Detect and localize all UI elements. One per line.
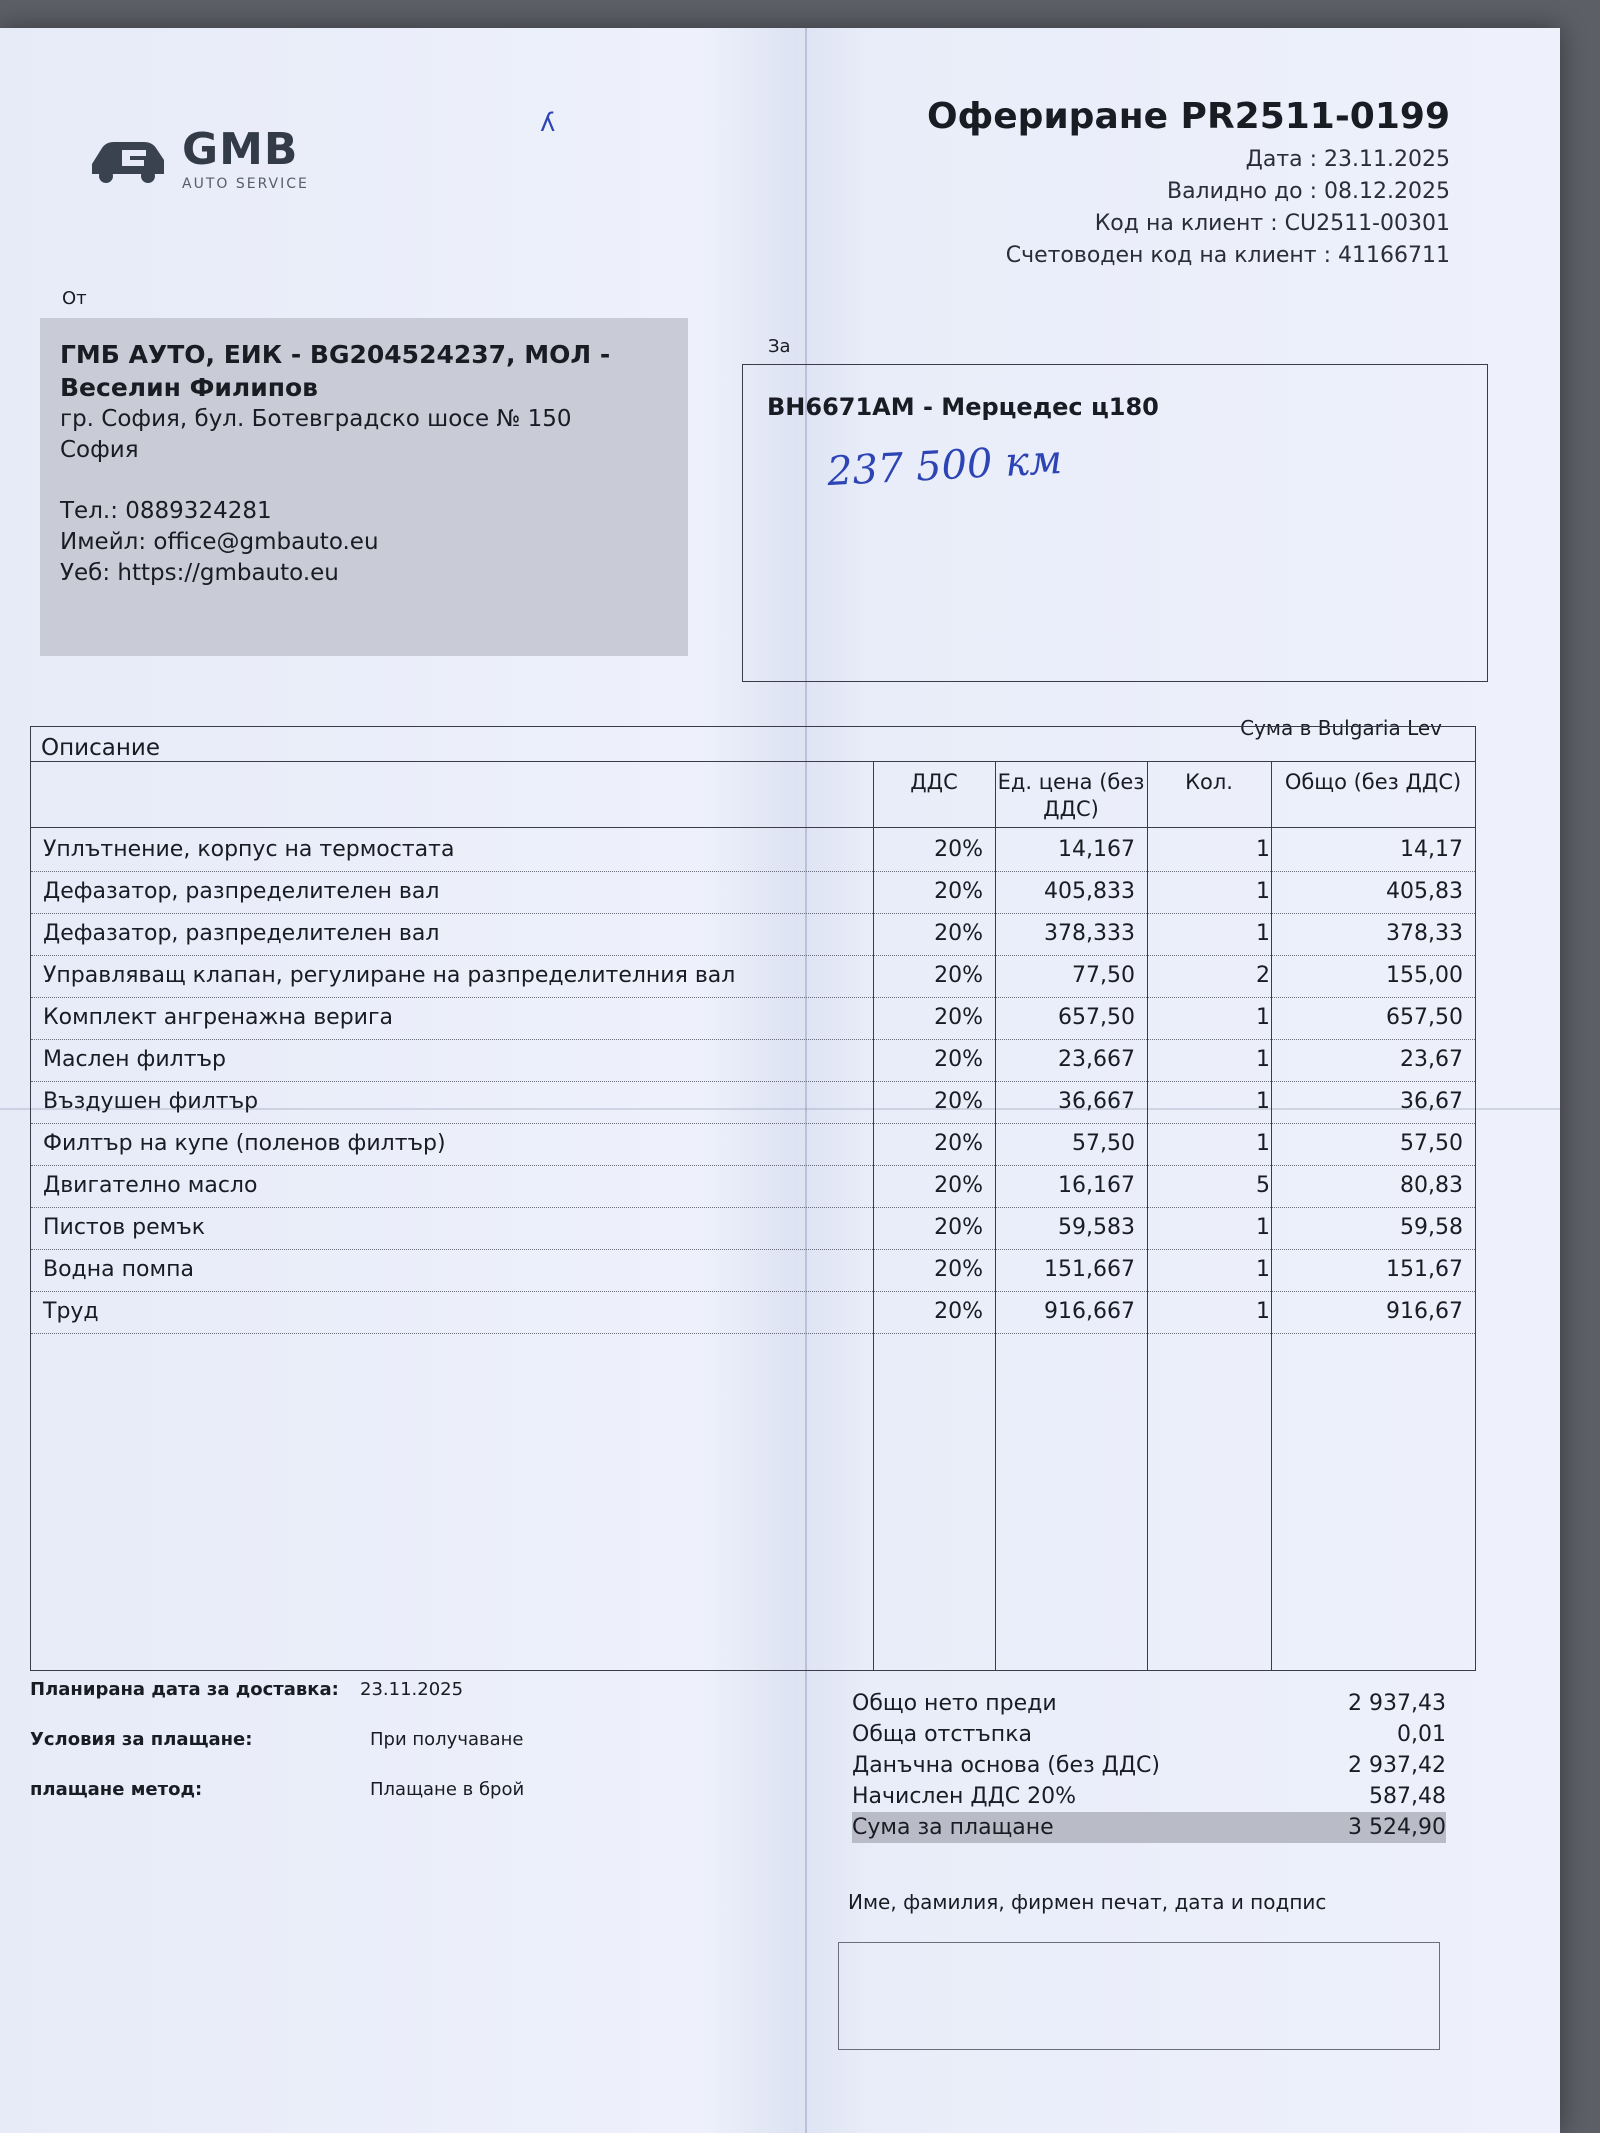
amount-due-row <box>852 1812 1446 1843</box>
item-unit-price: 657,50 <box>1058 1005 1135 1030</box>
item-qty: 1 <box>1256 1299 1270 1324</box>
item-unit-price: 36,667 <box>1058 1089 1135 1114</box>
totals-block <box>852 1688 1446 1843</box>
item-vat: 20% <box>934 1131 983 1156</box>
table-row <box>31 1165 1475 1208</box>
total-value: 2 937,42 <box>1348 1753 1446 1778</box>
table-row <box>31 955 1475 998</box>
recipient-box <box>742 364 1488 682</box>
item-vat: 20% <box>934 837 983 862</box>
item-description: Дефазатор, разпределителен вал <box>43 879 440 904</box>
to-label: За <box>768 336 791 357</box>
item-vat: 20% <box>934 1173 983 1198</box>
item-unit-price: 378,333 <box>1044 921 1135 946</box>
items-table <box>30 726 1476 1671</box>
item-qty: 1 <box>1256 1257 1270 1282</box>
item-unit-price: 16,167 <box>1058 1173 1135 1198</box>
total-value: 0,01 <box>1397 1722 1446 1747</box>
total-label: Обща отстъпка <box>852 1722 1032 1747</box>
total-label: Общо нето преди <box>852 1691 1057 1716</box>
vehicle-info: BH6671AM - Мерцедес ц180 <box>767 393 1159 421</box>
item-qty: 1 <box>1256 879 1270 904</box>
table-row <box>31 1081 1475 1124</box>
from-label: От <box>62 288 87 309</box>
total-label: Начислен ДДС 20% <box>852 1784 1077 1809</box>
quote-document <box>0 28 1560 2133</box>
document-title: Офериране PR2511-0199 <box>926 96 1450 137</box>
tax-base-row <box>852 1750 1446 1781</box>
item-vat: 20% <box>934 1257 983 1282</box>
item-unit-price: 77,50 <box>1072 963 1135 988</box>
table-row <box>31 997 1475 1040</box>
currency-note: Сума в Bulgaria Lev <box>1240 716 1442 740</box>
item-qty: 5 <box>1256 1173 1270 1198</box>
table-row <box>31 1123 1475 1166</box>
item-total: 916,67 <box>1386 1299 1463 1324</box>
item-unit-price: 23,667 <box>1058 1047 1135 1072</box>
item-total: 657,50 <box>1386 1005 1463 1030</box>
table-row <box>31 829 1475 872</box>
vat-row <box>852 1781 1446 1812</box>
item-qty: 1 <box>1256 1005 1270 1030</box>
terms-block <box>30 1676 524 1826</box>
header-unit-price: Ед. цена (без ДДС) <box>997 770 1145 821</box>
discount-row <box>852 1719 1446 1750</box>
signature-label: Име, фамилия, фирмен печат, дата и подпис <box>848 1890 1327 1914</box>
item-description: Дефазатор, разпределителен вал <box>43 921 440 946</box>
sender-phone: Тел.: 0889324281 <box>60 498 272 524</box>
item-unit-price: 14,167 <box>1058 837 1135 862</box>
sender-address-line1: гр. София, бул. Ботевградско шосе № 150 <box>60 406 572 432</box>
item-qty: 1 <box>1256 1047 1270 1072</box>
item-qty: 1 <box>1256 1131 1270 1156</box>
sender-web: Уеб: https://gmbauto.eu <box>60 560 339 586</box>
item-total: 151,67 <box>1386 1257 1463 1282</box>
item-description: Комплект ангренажна верига <box>43 1005 394 1030</box>
company-logo <box>88 124 309 192</box>
item-description: Въздушен филтър <box>43 1089 259 1114</box>
total-value: 587,48 <box>1369 1784 1446 1809</box>
item-total: 405,83 <box>1386 879 1463 904</box>
total-value: 2 937,43 <box>1348 1691 1446 1716</box>
header-total: Общо (без ДДС) <box>1284 770 1462 794</box>
item-description: Труд <box>43 1299 99 1324</box>
sender-address-line2: София <box>60 437 139 463</box>
sender-name: ГМБ АУТО, ЕИК - BG204524237, МОЛ - Веселин Филипов <box>60 340 611 402</box>
item-description: Маслен филтър <box>43 1047 227 1072</box>
item-qty: 1 <box>1256 837 1270 862</box>
table-row <box>31 1039 1475 1082</box>
document-meta <box>1006 144 1450 272</box>
item-total: 59,58 <box>1400 1215 1463 1240</box>
item-total: 57,50 <box>1400 1131 1463 1156</box>
delivery-date-value: 23.11.2025 <box>360 1679 464 1700</box>
item-vat: 20% <box>934 879 983 904</box>
sender-email: Имейл: office@gmbauto.eu <box>60 529 379 555</box>
item-description: Филтър на купе (поленов филтър) <box>43 1131 446 1156</box>
logo-subtitle: AUTO SERVICE <box>182 176 309 192</box>
item-total: 80,83 <box>1400 1173 1463 1198</box>
signature-box <box>838 1942 1440 2050</box>
item-description: Водна помпа <box>43 1257 194 1282</box>
item-total: 378,33 <box>1386 921 1463 946</box>
total-value: 3 524,90 <box>1348 1815 1446 1840</box>
item-unit-price: 916,667 <box>1044 1299 1135 1324</box>
item-unit-price: 405,833 <box>1044 879 1135 904</box>
header-qty: Кол. <box>1185 770 1233 794</box>
header-vat: ДДС <box>910 770 958 794</box>
item-description: Пистов ремък <box>43 1215 206 1240</box>
item-total: 23,67 <box>1400 1047 1463 1072</box>
payment-terms-label: Условия за плащане: <box>30 1729 253 1750</box>
payment-method-label: плащане метод: <box>30 1779 203 1800</box>
header-description: Описание <box>41 735 160 761</box>
table-row <box>31 1249 1475 1292</box>
total-net-row <box>852 1688 1446 1719</box>
table-row <box>31 1207 1475 1250</box>
item-qty: 1 <box>1256 921 1270 946</box>
delivery-date-label: Планирана дата за доставка: <box>30 1679 339 1700</box>
table-row <box>31 1291 1475 1334</box>
valid-until: Валидно до : 08.12.2025 <box>1166 179 1450 204</box>
sender-box <box>40 318 688 656</box>
item-vat: 20% <box>934 1089 983 1114</box>
item-description: Уплътнение, корпус на термостата <box>43 837 455 862</box>
item-vat: 20% <box>934 921 983 946</box>
item-vat: 20% <box>934 1005 983 1030</box>
client-code: Код на клиент : CU2511-00301 <box>1094 211 1450 236</box>
payment-method-value: Плащане в брой <box>370 1779 525 1800</box>
total-label: Данъчна основа (без ДДС) <box>852 1753 1160 1778</box>
item-vat: 20% <box>934 963 983 988</box>
item-total: 155,00 <box>1386 963 1463 988</box>
accounting-code: Счетоводен код на клиент : 41166711 <box>1005 243 1450 268</box>
item-vat: 20% <box>934 1047 983 1072</box>
table-row <box>31 913 1475 956</box>
item-total: 36,67 <box>1400 1089 1463 1114</box>
item-unit-price: 151,667 <box>1044 1257 1135 1282</box>
payment-terms-value: При получаване <box>370 1729 524 1750</box>
item-qty: 1 <box>1256 1089 1270 1114</box>
car-logo-icon <box>88 134 168 186</box>
item-qty: 2 <box>1256 963 1270 988</box>
item-qty: 1 <box>1256 1215 1270 1240</box>
document-date: Дата : 23.11.2025 <box>1245 147 1450 172</box>
item-unit-price: 57,50 <box>1072 1131 1135 1156</box>
item-description: Двигателно масло <box>43 1173 258 1198</box>
handwritten-mileage: 237 500 км <box>825 436 1064 496</box>
item-vat: 20% <box>934 1215 983 1240</box>
item-description: Управляващ клапан, регулиране на разпределителния вал <box>43 963 736 988</box>
item-unit-price: 59,583 <box>1058 1215 1135 1240</box>
item-total: 14,17 <box>1400 837 1463 862</box>
table-row <box>31 871 1475 914</box>
logo-name: GMB <box>182 124 299 175</box>
item-vat: 20% <box>934 1299 983 1324</box>
pen-mark: ʎ <box>540 108 556 138</box>
total-label: Сума за плащане <box>852 1815 1054 1840</box>
